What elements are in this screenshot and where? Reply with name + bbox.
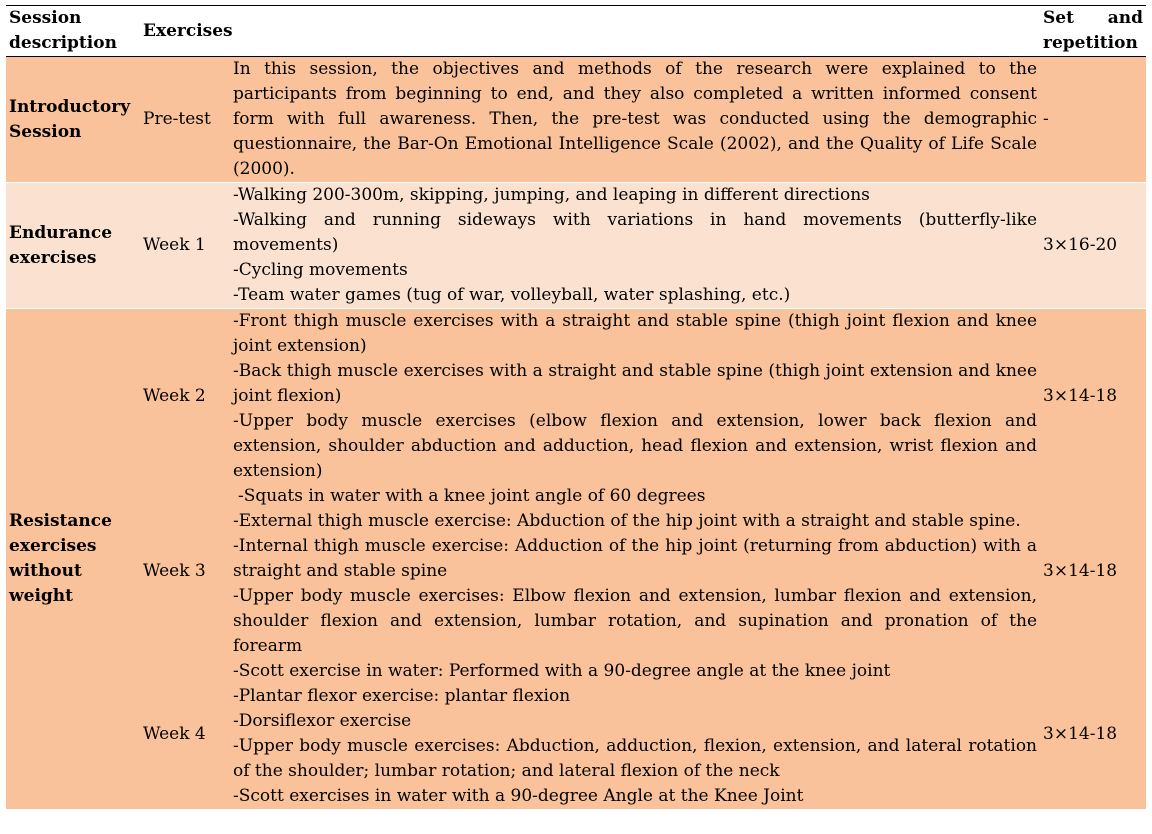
session-cell: Resistance exercises without weight [6, 309, 140, 810]
week-cell: Week 4 [140, 659, 230, 809]
exercise-list-cell [230, 484, 1040, 659]
exercise-item: -Scott exercise in water: Performed with a 90-degree angle at the knee joint [233, 661, 891, 681]
set-repetition-cell: 3×16-20 [1040, 183, 1146, 309]
exercises-header: Exercises [140, 6, 1040, 57]
exercise-item: -Scott exercises in water with a 90-degree Angle at the Knee Joint [233, 786, 804, 806]
exercise-item: -Dorsiflexor exercise [233, 711, 412, 731]
set-repetition-cell: - [1040, 57, 1146, 183]
exercise-item: -Upper body muscle exercises: Elbow flexion and extension, lumbar flexion and extension, shoulder flexion and extension, lumbar rotation, and supination and pronation of the forearm [233, 586, 1038, 656]
session-cell: Endurance exercises [6, 183, 140, 309]
exercise-item: -Squats in water with a knee joint angle of 60 degrees [238, 486, 706, 506]
exercise-item: -Front thigh muscle exercises with a straight and stable spine (thigh joint flexion and knee joint extension) [233, 311, 1038, 356]
exercise-item: -Upper body muscle exercises (elbow flexion and extension, lower back flexion and extension, shoulder abduction and adduction, head flexion and extension, wrist flexion and extension) [233, 411, 1038, 481]
set-repetition-cell: 3×14-18 [1040, 484, 1146, 659]
set-repetition-cell: 3×14-18 [1040, 309, 1146, 485]
week-cell: Week 2 [140, 309, 230, 485]
set-repetition-cell: 3×14-18 [1040, 659, 1146, 809]
exercise-item: -Team water games (tug of war, volleyball, water splashing, etc.) [233, 285, 791, 305]
exercise-description-text: In this session, the objectives and methods of the research were explained to the participants from beginning to end, and they also completed a written informed consent form with full awareness. Then, the pre-test was conducted using the demographic questionnaire, the Bar-On Emotional Intelligence Scale (2002), and the Quality of Life Scale (2000). [233, 59, 1038, 179]
exercise-list-cell [230, 183, 1040, 309]
and-header-word: and [1107, 8, 1144, 28]
exercise-item: -Cycling movements [233, 260, 408, 280]
table-row-resistance-week-4 [6, 659, 1146, 809]
exercise-item: -External thigh muscle exercise: Abduction of the hip joint with a straight and stable spine. [233, 511, 1021, 531]
exercise-list-cell [230, 309, 1040, 485]
exercise-description-cell [230, 57, 1040, 183]
table-row-introductory [6, 57, 1146, 183]
table-body [6, 57, 1146, 810]
repetition-header-word: repetition [1043, 33, 1138, 53]
table-row-resistance-week-3 [6, 484, 1146, 659]
set-repetition-header [1040, 6, 1146, 57]
table-header [6, 6, 1146, 57]
exercise-item: -Plantar flexor exercise: plantar flexion [233, 686, 571, 706]
exercise-item: -Walking and running sideways with variations in hand movements (butterfly-like movements) [233, 210, 1038, 255]
exercise-item: -Back thigh muscle exercises with a straight and stable spine (thigh joint extension and knee joint flexion) [233, 361, 1038, 406]
exercise-list-cell [230, 659, 1040, 809]
exercise-item: -Walking 200-300m, skipping, jumping, and leaping in different directions [233, 185, 870, 205]
table-row-resistance-week-2 [6, 309, 1146, 485]
week-cell: Pre-test [140, 57, 230, 183]
week-cell: Week 1 [140, 183, 230, 309]
exercise-protocol-table [6, 5, 1146, 809]
exercise-item: -Upper body muscle exercises: Abduction, adduction, flexion, extension, and lateral rotation of the shoulder; lumbar rotation; and lateral flexion of the neck [233, 736, 1038, 781]
session-description-header: Session description [6, 6, 140, 57]
header-row [6, 6, 1146, 57]
exercise-item: -Internal thigh muscle exercise: Adduction of the hip joint (returning from abduction) with a straight and stable spine [233, 536, 1038, 581]
week-cell: Week 3 [140, 484, 230, 659]
set-header-word: Set [1043, 8, 1074, 28]
session-cell: Introductory Session [6, 57, 140, 183]
table-row-endurance [6, 183, 1146, 309]
